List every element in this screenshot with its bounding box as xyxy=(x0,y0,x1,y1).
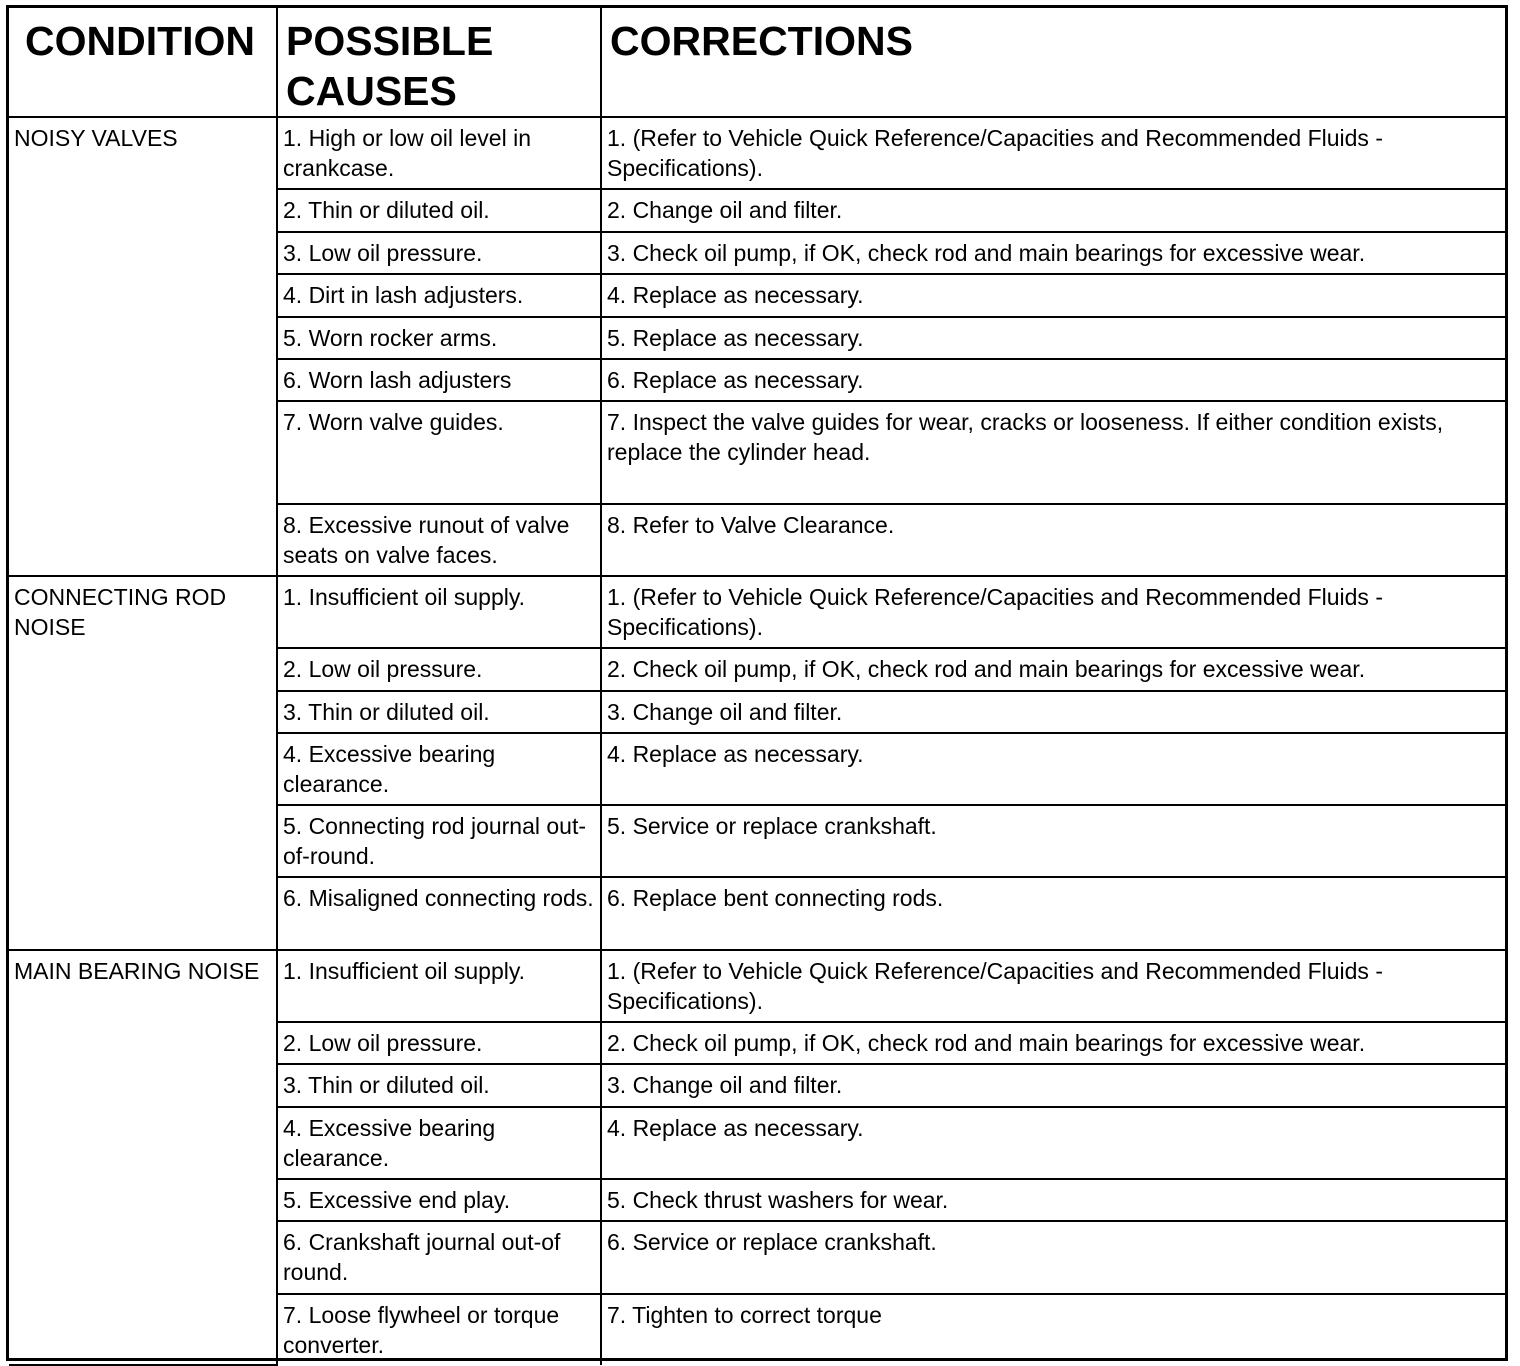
cause-cell: 4. Excessive bearing clearance. xyxy=(277,733,601,805)
correction-cell: 5. Check thrust washers for wear. xyxy=(601,1179,1505,1221)
correction-cell: 8. Refer to Valve Clearance. xyxy=(601,504,1505,576)
diagnosis-table-frame xyxy=(6,5,1508,1361)
cause-cell: 5. Excessive end play. xyxy=(277,1179,601,1221)
correction-cell: 3. Change oil and filter. xyxy=(601,1064,1505,1107)
cause-cell: 8. Excessive runout of valve seats on valve faces. xyxy=(277,504,601,576)
cause-cell: 3. Low oil pressure. xyxy=(277,232,601,274)
correction-cell: 3. Change oil and filter. xyxy=(601,691,1505,733)
cause-cell: 6. Worn lash adjusters xyxy=(277,359,601,401)
header-condition: CONDITION xyxy=(9,8,277,117)
header-possible-causes xyxy=(277,8,601,117)
correction-cell: 7. Tighten to correct torque xyxy=(601,1294,1505,1365)
header-row xyxy=(9,8,1505,117)
cause-cell: 1. Insufficient oil supply. xyxy=(277,950,601,1022)
cause-cell: 1. High or low oil level in crankcase. xyxy=(277,117,601,189)
correction-cell: 1. (Refer to Vehicle Quick Reference/Capacities and Recommended Fluids - Specifications). xyxy=(601,950,1505,1022)
cause-cell: 7. Worn valve guides. xyxy=(277,401,601,504)
correction-cell: 6. Service or replace crankshaft. xyxy=(601,1221,1505,1294)
cause-cell: 7. Loose flywheel or torque converter. xyxy=(277,1294,601,1365)
correction-cell: 4. Replace as necessary. xyxy=(601,274,1505,317)
cause-cell: 6. Misaligned connecting rods. xyxy=(277,877,601,950)
correction-cell: 6. Replace as necessary. xyxy=(601,359,1505,401)
cause-cell: 5. Connecting rod journal out-of-round. xyxy=(277,805,601,877)
correction-cell: 6. Replace bent connecting rods. xyxy=(601,877,1505,950)
cause-cell: 2. Low oil pressure. xyxy=(277,648,601,691)
correction-cell: 5. Replace as necessary. xyxy=(601,317,1505,359)
correction-cell: 2. Check oil pump, if OK, check rod and main bearings for excessive wear. xyxy=(601,648,1505,691)
cause-cell: 5. Worn rocker arms. xyxy=(277,317,601,359)
correction-cell: 5. Service or replace crankshaft. xyxy=(601,805,1505,877)
condition-connecting-rod-noise: CONNECTING ROD NOISE xyxy=(9,576,277,950)
correction-cell: 1. (Refer to Vehicle Quick Reference/Capacities and Recommended Fluids - Specifications). xyxy=(601,576,1505,648)
cause-cell: 2. Low oil pressure. xyxy=(277,1022,601,1064)
correction-cell: 2. Check oil pump, if OK, check rod and main bearings for excessive wear. xyxy=(601,1022,1505,1064)
correction-cell: 3. Check oil pump, if OK, check rod and main bearings for excessive wear. xyxy=(601,232,1505,274)
header-corrections: CORRECTIONS xyxy=(601,8,1505,117)
cause-cell: 6. Crankshaft journal out-of round. xyxy=(277,1221,601,1294)
table-row xyxy=(9,576,1505,648)
correction-cell: 4. Replace as necessary. xyxy=(601,733,1505,805)
correction-cell: 1. (Refer to Vehicle Quick Reference/Capacities and Recommended Fluids - Specifications). xyxy=(601,117,1505,189)
correction-cell: 2. Change oil and filter. xyxy=(601,189,1505,232)
table-row xyxy=(9,950,1505,1022)
correction-cell: 4. Replace as necessary. xyxy=(601,1107,1505,1179)
correction-cell: 7. Inspect the valve guides for wear, cracks or looseness. If either condition exists, replace the cylinder head. xyxy=(601,401,1505,504)
header-causes-line1: POSSIBLE xyxy=(286,18,494,64)
header-causes-line2: CAUSES xyxy=(286,68,457,114)
condition-main-bearing-noise: MAIN BEARING NOISE xyxy=(9,950,277,1365)
cause-cell: 1. Insufficient oil supply. xyxy=(277,576,601,648)
cause-cell: 3. Thin or diluted oil. xyxy=(277,691,601,733)
cause-cell: 4. Excessive bearing clearance. xyxy=(277,1107,601,1179)
cause-cell: 3. Thin or diluted oil. xyxy=(277,1064,601,1107)
diagnosis-table xyxy=(9,8,1505,1366)
table-row xyxy=(9,117,1505,189)
condition-noisy-valves: NOISY VALVES xyxy=(9,117,277,576)
cause-cell: 2. Thin or diluted oil. xyxy=(277,189,601,232)
cause-cell: 4. Dirt in lash adjusters. xyxy=(277,274,601,317)
